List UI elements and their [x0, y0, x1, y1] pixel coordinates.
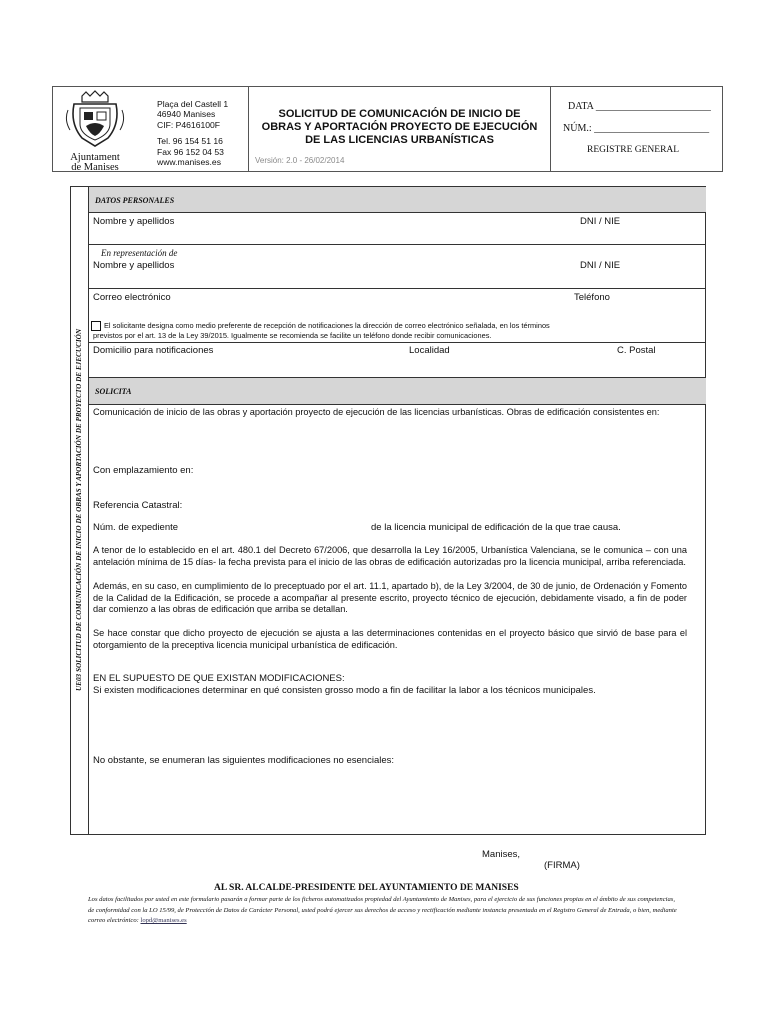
data-protection-note [88, 895, 678, 927]
codigo-postal-label: C. Postal [617, 345, 656, 356]
coat-of-arms-icon [60, 90, 130, 150]
lugar-label: Manises, [482, 849, 521, 860]
firma-label: (FIRMA) [544, 860, 580, 871]
number-field[interactable]: NÚM.: _______________________ [563, 123, 710, 134]
header-divider [550, 86, 551, 172]
data-protection-text: Los datos facilitados por usted en este formulario pasarán a formar parte de los ficheros automatizados propiedad del Ayuntamiento de Manises, para el ejercicio de sus funciones propias en el ámbito de sus competencias, de conformidad con la LO 15/99, de Protección de Datos de Carácter Personal, usted podrá ejercer sus derechos de acceso y rectificación mediante instancia presentada en el Registro General de Entrada, o bien, mediante correo electrónico: [88, 896, 677, 924]
title-line: SOLICITUD DE COMUNICACIÓN DE INICIO DE [278, 108, 521, 120]
registre-general-label: REGISTRE GENERAL [587, 145, 680, 155]
version-label: Versión: 2.0 - 26/02/2014 [255, 156, 345, 165]
consent-line: previstos por el art. 13 de la Ley 39/2015. Igualmente se recomienda se facilite un teléfono donde recibir comunicaciones. [93, 331, 492, 340]
address-line: Plaça del Castell 1 [157, 99, 229, 109]
notification-consent-text [104, 321, 704, 331]
lopd-email-link[interactable]: lopd@manises.es [140, 917, 187, 924]
address-line: Fax 96 152 04 53 [157, 146, 224, 157]
row-divider [89, 288, 706, 289]
telefono-label: Teléfono [574, 292, 610, 303]
sidebar-text: UE03 SOLICITUD DE COMUNICACIÓN DE INICIO DE OBRAS Y APORTACIÓN DE PROYECTO DE EJECUCIÓN [75, 328, 83, 692]
legal-paragraph: Se hace constar que dicho proyecto de ejecución se ajusta a las determinaciones contenidas en el proyecto básico que sirvió de base para el otorgamiento de la preceptiva licencia municipal urbanística de edificación. [93, 628, 687, 650]
logo-text: Ajuntament [70, 152, 120, 163]
correo-label: Correo electrónico [93, 292, 171, 303]
dni-representado-label: DNI / NIE [580, 260, 621, 271]
nombre-input[interactable] [93, 228, 563, 242]
row-divider [89, 244, 706, 245]
form-title [251, 108, 548, 147]
domicilio-input[interactable] [93, 357, 693, 375]
section-heading-datos: DATOS PERSONALES [89, 186, 706, 213]
legal-paragraph: Además, en su caso, en cumplimiento de lo preceptuado por el art. 11.1, apartado b), de la Ley 3/2004, de 30 de junio, de Ordenación y Fomento de la Calidad de la Edificación, se procede a acompañar al presente escrito, proyecto técnico de ejecución, debidamente visado, a fin de poder dar comienzo a las obras de edificación que arriba se detallan. [93, 581, 687, 615]
en-representacion-label: En representación de [101, 248, 178, 258]
logo-text: de Manises [71, 162, 119, 173]
header-divider [248, 86, 249, 172]
modificaciones-input[interactable] [93, 700, 687, 750]
nombre-label: Nombre y apellidos [93, 216, 175, 227]
expediente-tail-text: de la licencia municipal de edificación de la que trae causa. [371, 522, 621, 533]
title-line: OBRAS Y APORTACIÓN PROYECTO DE EJECUCIÓN [261, 121, 538, 133]
localidad-label: Localidad [409, 345, 450, 356]
modificaciones-heading: EN EL SUPUESTO DE QUE EXISTAN MODIFICACIONES: [93, 673, 345, 684]
address-line: Tel. 96 154 51 16 [157, 136, 223, 147]
addressee-title: AL SR. ALCALDE-PRESIDENTE DEL AYUNTAMIENTO DE MANISES [214, 883, 519, 893]
address-line: www.manises.es [157, 157, 221, 168]
modificaciones-text: Si existen modificaciones determinar en qué consisten grosso modo a fin de facilitar la labor a los técnicos municipales. [93, 685, 596, 696]
address-line: CIF: P4616100F [157, 119, 221, 130]
row-divider [89, 342, 706, 343]
legal-paragraph: A tenor de lo establecido en el art. 480.1 del Decreto 67/2006, que desarrolla la Ley 16/2005, Urbanística Valenciana, se le comunica – con una antelación mínima de 15 días- la fecha prevista para el inicio de las obras de edificación autorizadas pro la licencia municipal, arriba referenciada. [93, 545, 687, 567]
emplazamiento-label: Con emplazamiento en: [93, 465, 194, 476]
address-line: 46940 Manises [157, 109, 216, 120]
date-field[interactable]: DATA _______________________ [568, 101, 711, 112]
expediente-label: Núm. de expediente [93, 522, 179, 533]
municipal-address [157, 99, 228, 167]
domicilio-label: Domicilio para notificaciones [93, 345, 214, 356]
modificaciones-list-input[interactable] [93, 770, 687, 830]
consent-line: El solicitante designa como medio preferente de recepción de notificaciones la dirección de correo electrónico señalada, en los términos [104, 321, 550, 330]
notification-email-checkbox[interactable] [91, 321, 101, 331]
correo-input[interactable] [93, 304, 563, 316]
solicita-intro: Comunicación de inicio de las obras y aportación proyecto de ejecución de las licencias urbanísticas. Obras de edificación consistentes en: [93, 407, 660, 417]
obras-description-input[interactable] [93, 432, 687, 462]
nombre-representado-label: Nombre y apellidos [93, 260, 175, 271]
dni-label: DNI / NIE [580, 216, 621, 227]
referencia-catastral-label: Referencia Catastral: [93, 500, 183, 511]
nombre-representado-input[interactable] [93, 272, 563, 284]
municipal-coat-of-arms-logo [60, 90, 130, 173]
title-line: DE LAS LICENCIAS URBANÍSTICAS [305, 134, 494, 146]
section-heading-solicita: SOLICITA [89, 377, 706, 405]
no-obstante-text: No obstante, se enumeran las siguientes modificaciones no esenciales: [93, 755, 395, 766]
